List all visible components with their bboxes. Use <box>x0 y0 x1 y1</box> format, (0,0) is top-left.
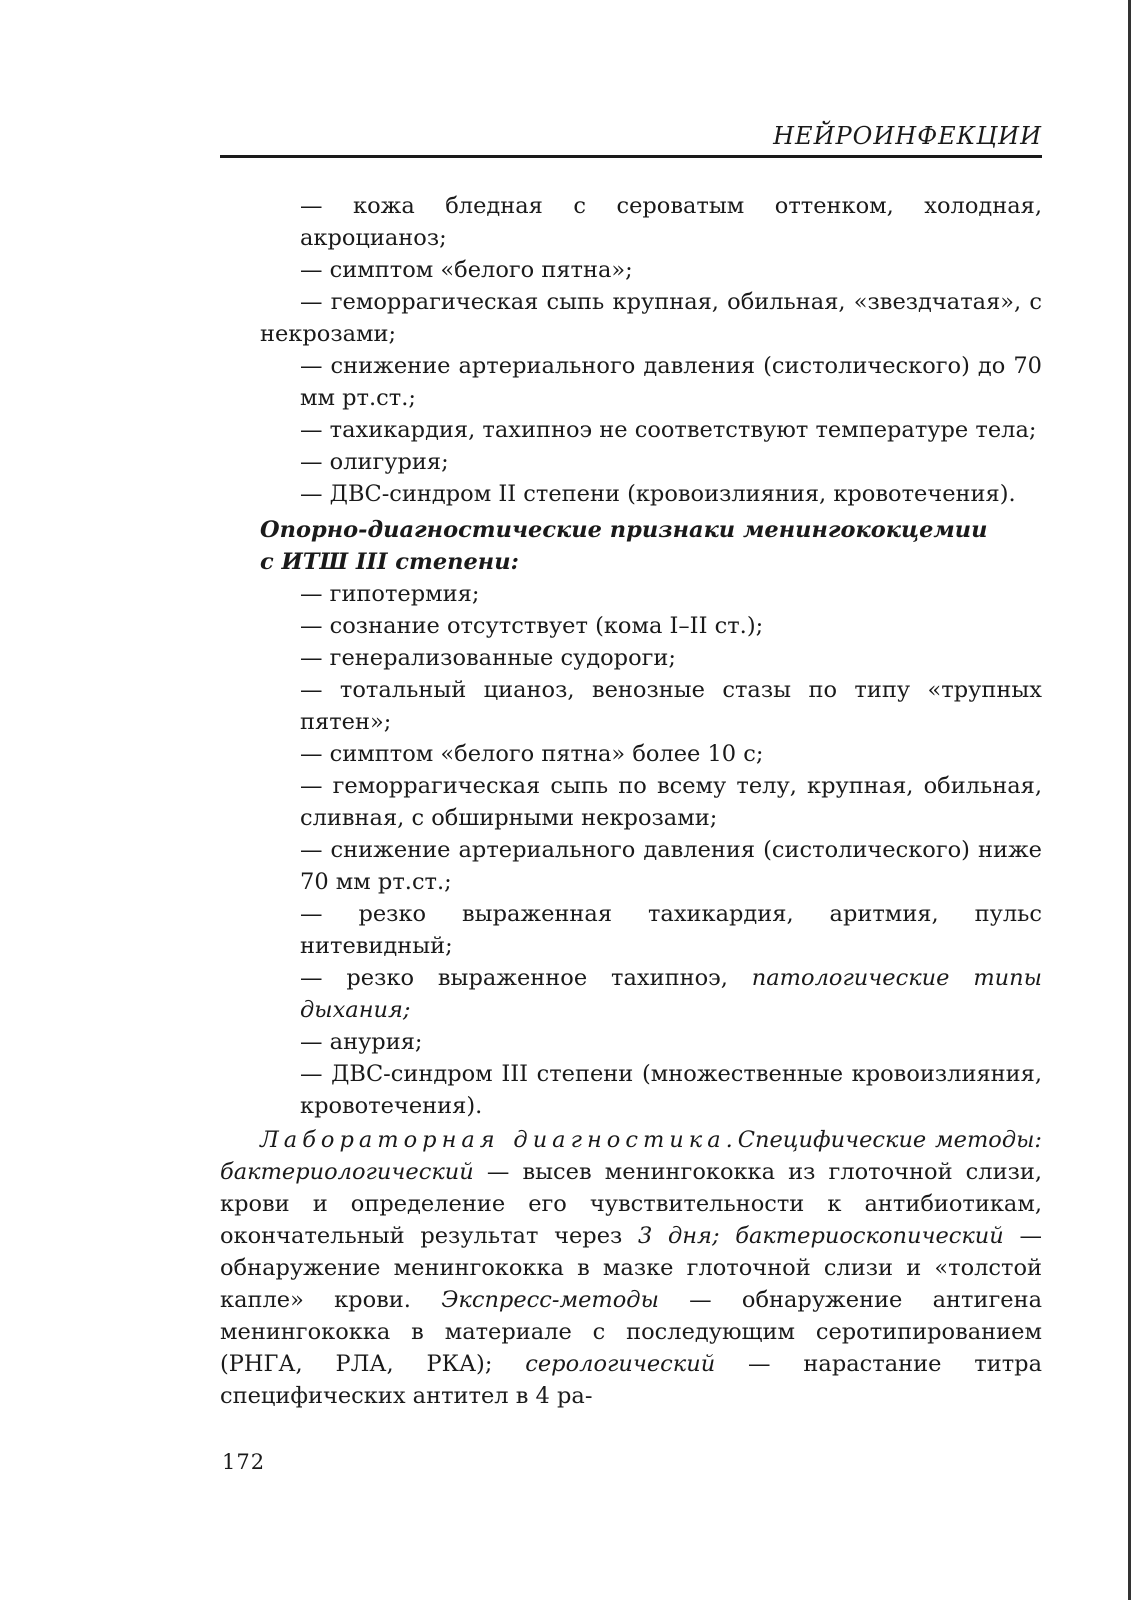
section-heading-line1: Опорно-диагностические признаки менингококцемии <box>260 517 988 543</box>
list-item: — олигурия; <box>300 449 449 475</box>
list-item: — симптом «белого пятна»; <box>300 257 633 283</box>
lab-text-2: — обнаружение менингококка в мазке глоточной слизи и «толстой капле» крови. <box>220 1223 1042 1313</box>
list-item: — тахикардия, тахипноэ не соответствуют температуре тела; <box>300 417 1037 443</box>
page-body <box>220 190 1042 1412</box>
lab-diagnostics-paragraph <box>220 1124 1042 1412</box>
lab-bacteriological: бактериологический <box>220 1159 474 1185</box>
lab-text-1: — высев менингококка из глоточной слизи, крови и определение его чувствительности к антибиотикам, окончательный результат через <box>220 1159 1042 1249</box>
lab-serological: серологический <box>525 1351 716 1377</box>
list-item: — геморрагическая сыпь по всему телу, крупная, обильная, сливная, с обширными некрозами; <box>300 773 1042 831</box>
list-item: — геморрагическая сыпь крупная, обильная, «звездчатая», с некрозами; <box>260 289 1042 347</box>
lab-express: Экспресс-методы <box>441 1287 659 1313</box>
list-item: — резко выраженная тахикардия, аритмия, пульс нитевидный; <box>300 901 1042 959</box>
lab-days: 3 дня; <box>637 1223 720 1249</box>
list-item: — ДВС-синдром II степени (кровоизлияния, кровотечения). <box>300 481 1016 507</box>
lab-label: Лабораторная диагностика. <box>260 1127 738 1153</box>
running-head: НЕЙРОИНФЕКЦИИ <box>773 122 1042 150</box>
lab-text-3: — обнаружение антигена менингококка в материале с последующим серотипированием (РНГА, РЛА, РКА); <box>220 1287 1042 1377</box>
list-item-text: — резко выраженное тахипноэ, <box>300 965 752 991</box>
list-item: — сознание отсутствует (кома I–II ст.); <box>300 613 764 639</box>
section-heading-line2: с ИТШ III степени: <box>260 549 519 575</box>
list-item: — ДВС-синдром III степени (множественные кровоизлияния, кровотечения). <box>300 1061 1042 1119</box>
page-number: 172 <box>222 1450 266 1474</box>
list-item: — анурия; <box>300 1029 423 1055</box>
lab-bacterioscopic: бактериоскопический <box>719 1223 1004 1249</box>
list-item: — снижение артериального давления (систолического) ниже 70 мм рт.ст.; <box>300 837 1042 895</box>
list-item <box>220 962 1042 1026</box>
header-rule <box>220 155 1042 158</box>
page-edge-line <box>1128 0 1131 1600</box>
list-item: — симптом «белого пятна» более 10 с; <box>300 741 764 767</box>
lab-specific: Специфические методы: <box>737 1127 1042 1153</box>
list-item: — тотальный цианоз, венозные стазы по типу «трупных пятен»; <box>300 677 1042 735</box>
list-item: — генерализованные судороги; <box>300 645 676 671</box>
list-item-italic: патологические типы дыхания; <box>300 965 1042 1023</box>
lab-text-4: — нарастание титра специфических антител в 4 ра- <box>220 1351 1042 1409</box>
list-item: — кожа бледная с сероватым оттенком, холодная, акроцианоз; <box>300 193 1042 251</box>
list-item: — гипотермия; <box>300 581 480 607</box>
section-heading <box>220 514 1042 578</box>
list-item: — снижение артериального давления (систолического) до 70 мм рт.ст.; <box>300 353 1042 411</box>
